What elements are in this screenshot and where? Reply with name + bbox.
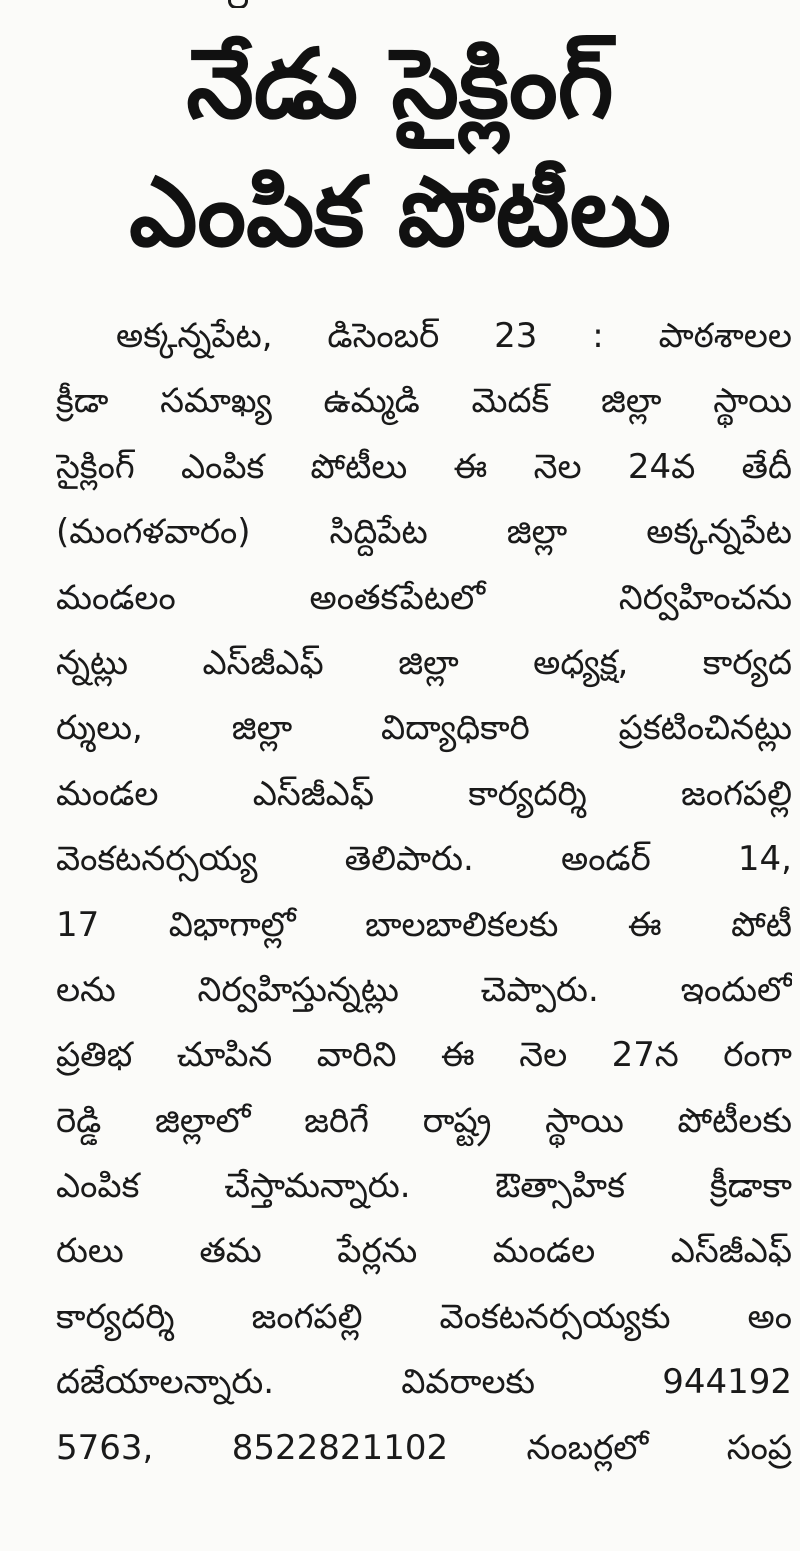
clipped-previous-text bbox=[0, 0, 800, 8]
headline-line-1: నేడు సైక్లింగ్ bbox=[186, 28, 614, 140]
article-line: మండల ఎస్‌జీఎఫ్ కార్యదర్శి జంగపల్లి bbox=[56, 773, 792, 814]
article-line: ఎంపిక చేస్తామన్నారు. ఔత్సాహిక క్రీడాకా bbox=[56, 1166, 792, 1207]
article-line: 5763, 8522821102 నంబర్లలో సంప్ర bbox=[56, 1427, 792, 1468]
article-line: ర్శులు, జిల్లా విద్యాధికారి ప్రకటించినట్లు bbox=[56, 708, 792, 749]
article-line: లను నిర్వహిస్తున్నట్లు చెప్పారు. ఇందులో bbox=[56, 969, 792, 1010]
article-line: న్నట్లు ఎస్‌జీఎఫ్ జిల్లా అధ్యక్ష, కార్యద bbox=[56, 642, 792, 683]
article-line: 17 విభాగాల్లో బాలబాలికలకు ఈ పోటీ bbox=[56, 904, 792, 945]
article-line: సైక్లింగ్ ఎంపిక పోటీలు ఈ నెల 24వ తేదీ bbox=[56, 446, 792, 487]
article-line: అక్కన్నపేట, డిసెంబర్ 23 : పాఠశాలల bbox=[116, 316, 792, 356]
article-line: రులు తమ పేర్లను మండల ఎస్‌జీఎఫ్ bbox=[56, 1231, 792, 1272]
article-line: రెడ్డి జిల్లాలో జరిగే రాష్ట్ర స్థాయి పోటీలకు bbox=[56, 1100, 792, 1141]
article-body bbox=[56, 304, 792, 1481]
article-line: ప్రతిభ చూపిన వారిని ఈ నెల 27న రంగా bbox=[56, 1035, 792, 1076]
article-line: క్రీడా సమాఖ్య ఉమ్మడి మెదక్ జిల్లా స్థాయి bbox=[56, 381, 792, 422]
headline-line-2: ఎంపిక పోటీలు bbox=[129, 156, 671, 268]
headline bbox=[0, 20, 800, 276]
article-line: దజేయాలన్నారు. వివరాలకు 944192 bbox=[56, 1362, 792, 1403]
article-line: (మంగళవారం) సిద్దిపేట జిల్లా అక్కన్నపేట bbox=[56, 512, 792, 553]
article-line: వెంకటనర్సయ్య తెలిపారు. అండర్ 14, bbox=[56, 839, 792, 880]
article-line: కార్యదర్శి జంగపల్లి వెంకటనర్సయ్యకు అం bbox=[56, 1296, 792, 1337]
article-line: మండలం అంతకపేటలో నిర్వహించను bbox=[56, 577, 792, 618]
